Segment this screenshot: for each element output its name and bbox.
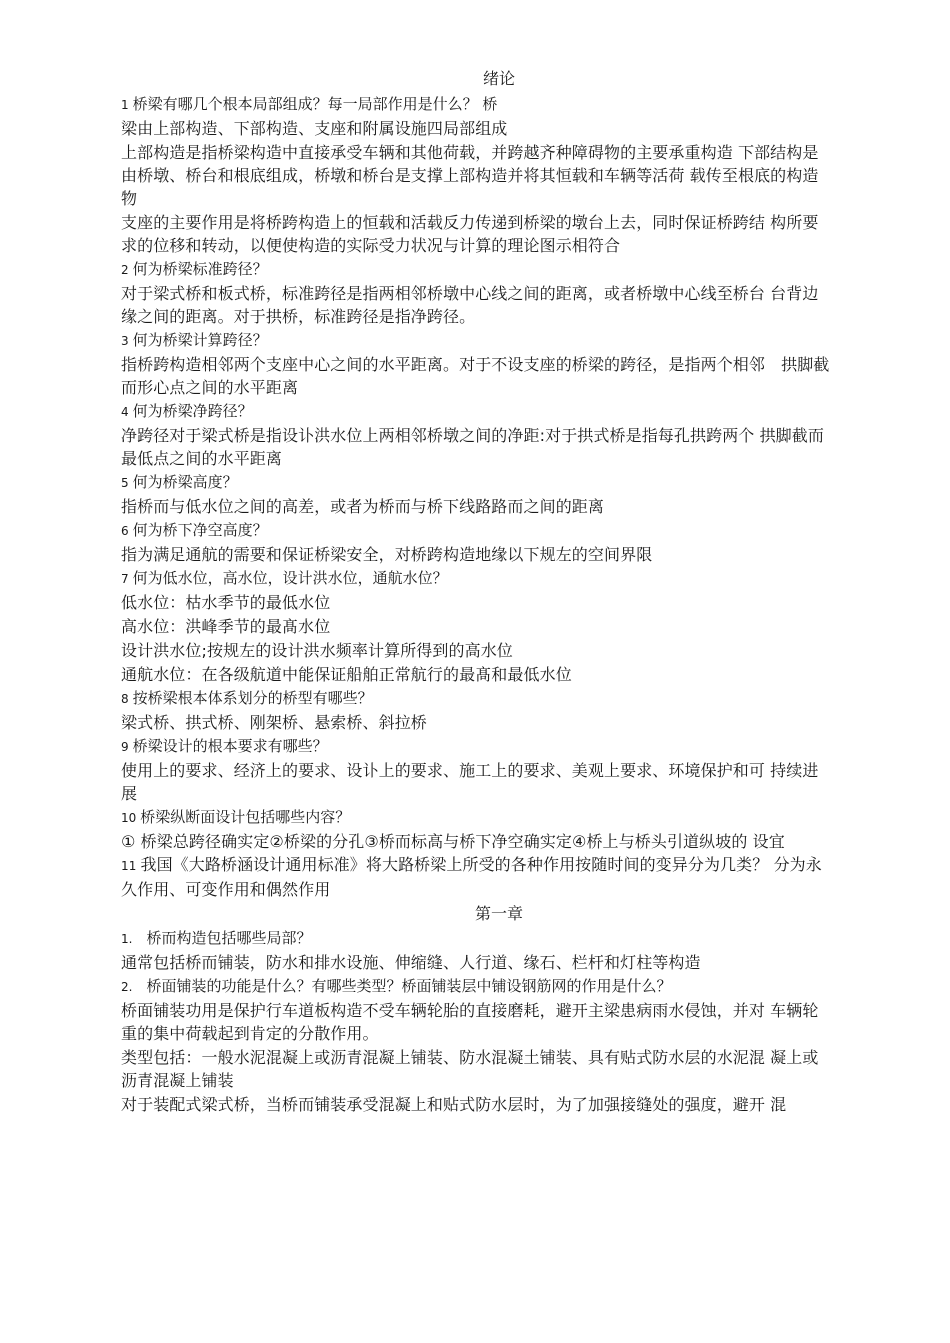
- answer-paragraph: 上部构造是指桥梁构造中直接承受车辆和其他荷载，并跨越齐种障碍物的主要承重构造 下部结构是由桥墩、桥台和根底组成，桥墩和桥台是支撑上部构造并将其恒载和车辆等活荷 载传至根底的构造物: [121, 143, 819, 208]
- question-text: 按桥梁根本体系划分的桥型有哪些？: [132, 689, 373, 707]
- answer-paragraph: 类型包括：一般水泥混凝上或沥青混凝上铺装、防水混凝土铺装、具有贴式防水层的水泥混 凝上或沥青混凝上铺装: [121, 1048, 819, 1090]
- chapter1-section: [0, 927, 950, 1116]
- answer-paragraph: 指为满足通航的需要和保证桥梁安全，对桥跨构造地缘以下规左的空间界限: [121, 545, 653, 564]
- question-number: 2: [121, 263, 129, 277]
- answer-paragraph: 桥面铺装功用是保护行车道板构造不受车辆轮胎的直接磨耗，避开主梁患病雨水侵蚀，并对 车辆轮重的集中荷载起到肯定的分散作用。: [121, 1001, 819, 1043]
- answer-paragraph: 通航水位：在各级航道中能保证船舶正常航行的最髙和最低水位: [121, 665, 572, 684]
- answer-paragraph: 对于装配式梁式桥，当桥而铺装承受混凝上和贴式防水层时，为了加强接缝处的强度，避开 混: [121, 1095, 787, 1114]
- question-3: [121, 329, 830, 352]
- question-text: 何为桥梁高度？: [132, 473, 238, 491]
- question-11: [121, 853, 830, 901]
- answer-paragraph: 低水位：枯水季节的最低水位: [121, 593, 331, 612]
- answer-paragraph: ① 桥梁总跨径确实定②桥梁的分孔③桥而标高与桥下净空确实定④桥上与桥头引道纵坡的 设宜: [121, 832, 785, 851]
- question-number: 6: [121, 524, 129, 538]
- question-text: 何为桥下净空高度？: [132, 521, 268, 539]
- answer-paragraph: 对于梁式桥和板式桥，标准跨径是指两相邻桥墩中心线之间的距离，或者桥墩中心线至桥台 台背边缘之间的距离。对于拱桥，标准跨径是指净跨径。: [121, 284, 819, 326]
- section-title-chapter1: 第一章: [474, 904, 523, 923]
- question-text: 何为桥梁标准跨径？: [132, 260, 268, 278]
- question-text: 何为桥梁净跨径？: [132, 402, 253, 420]
- question-text: 桥梁设计的根本要求有哪些？: [132, 737, 328, 755]
- question-text: 桥而构造包括哪些局部？: [146, 929, 312, 947]
- question-number: 11: [121, 859, 137, 873]
- answer-paragraph: 使用上的要求、经济上的要求、设讣上的要求、施工上的要求、美观上要求、环境保护和可 持续进展: [121, 761, 819, 803]
- question-number: 3: [121, 334, 129, 348]
- answer-paragraph: 净跨径对于梁式桥是指设讣洪水位上两相邻桥墩之间的净距:对于拱式桥是指每孔拱跨两个 拱脚截而最低点之间的水平距离: [121, 426, 824, 468]
- question-text: 何为桥梁计算跨径？: [132, 331, 268, 349]
- answer-paragraph: 指桥而与低水位之间的高差，或者为桥而与桥下线路路而之间的距离: [121, 497, 605, 516]
- question-text: 何为低水位，高水位，设计洪水位，通航水位？: [132, 569, 448, 587]
- answer-paragraph: 设计洪水位;按规左的设计洪水频率计算所得到的高水位: [121, 641, 513, 660]
- question-number: 10: [121, 811, 137, 825]
- answer-paragraph: 指桥跨构造相邻两个支座中心之间的水平距离。对于不设支座的桥梁的跨径，是指两个相邻 拱脚截而形心点之间的水平距离: [121, 355, 830, 397]
- intro-section: [0, 93, 950, 901]
- answer-paragraph: 通常包括桥而铺装，防水和排水设施、伸缩缝、人行道、缘石、栏杆和灯柱等构造: [121, 953, 701, 972]
- question-text: 桥面铺装的功能是什么？有哪些类型？桥面铺装层中铺设钢筋网的作用是什么？: [146, 977, 672, 995]
- question-text: 我国《大路桥涵设计通用标准》将大路桥梁上所受的各种作用按随时间的变异分为几类？ 分为永久作用、可变作用和偶然作用: [121, 855, 822, 899]
- question-number: 9: [121, 740, 129, 754]
- question-number: 4: [121, 405, 129, 419]
- question-5: [121, 471, 830, 494]
- question-number: 2.: [121, 980, 133, 994]
- question-9: [121, 735, 830, 758]
- question-ch1-2: [121, 975, 830, 998]
- question-ch1-1: [121, 927, 830, 950]
- question-6: [121, 519, 830, 542]
- answer-paragraph: 支座的主要作用是将桥跨构造上的恒载和活载反力传递到桥梁的墩台上去，同时保证桥跨结 构所要求的位移和转动，以便使构造的实际受力状况与计算的理论图示相符合: [121, 213, 819, 255]
- answer-paragraph: 高水位：洪峰季节的最髙水位: [121, 617, 331, 636]
- question-4: [121, 400, 830, 423]
- question-number: 1.: [121, 932, 133, 946]
- question-number: 5: [121, 476, 129, 490]
- question-number: 1: [121, 98, 129, 112]
- question-8: [121, 687, 830, 710]
- question-number: 7: [121, 572, 129, 586]
- question-2: [121, 258, 830, 281]
- question-10: [121, 806, 830, 829]
- question-7: [121, 567, 830, 590]
- question-text: 桥梁纵断面设计包括哪些内容？: [140, 808, 351, 826]
- answer-paragraph: 梁由上部构造、下部构造、支座和附属设施四局部组成: [121, 119, 508, 138]
- question-text: 桥梁有哪几个根本局部组成？每一局部作用是什么？ 桥: [132, 95, 498, 113]
- question-number: 8: [121, 692, 129, 706]
- section-title-intro: 绪论: [482, 69, 515, 88]
- answer-paragraph: 梁式桥、拱式桥、刚架桥、悬索桥、斜拉桥: [121, 713, 427, 732]
- question-1: [121, 93, 830, 116]
